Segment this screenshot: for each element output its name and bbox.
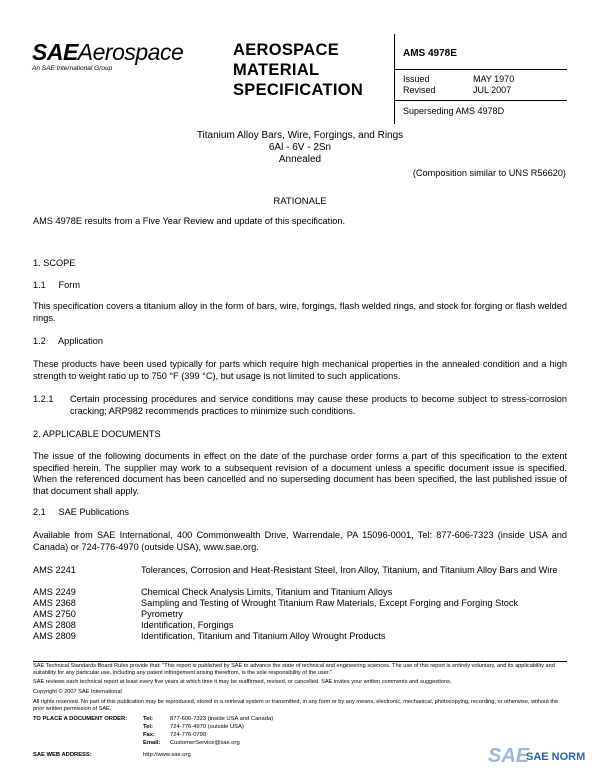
- reference-description: Tolerances, Corrosion and Heat-Resistant Steel, Iron Alloy, Titanium, and Titanium Alloy Bars and Wire: [141, 565, 558, 575]
- footer-policy: SAE Technical Standards Board Rules provide that: "This report is published by SAE to advance the state of technical and engineering sciences. The use of this report is entirely voluntary, and its applicability and suitability for any particular use, including any patent infringement arising therefrom, is the sole responsibility of the user.": [33, 663, 555, 676]
- subject-line-3: Annealed: [278, 154, 322, 165]
- email-label: Email:: [143, 740, 161, 746]
- fax-label: Fax:: [143, 732, 155, 738]
- fax-value: 724-776-0790: [170, 732, 207, 738]
- title-line-1: AEROSPACE: [233, 41, 339, 59]
- subject-line-2: 6Al - 6V - 2Sn: [268, 142, 332, 153]
- superseding-note: Superseding AMS 4978D: [403, 106, 505, 116]
- form-text: This specification covers a titanium alloy in the form of bars, wire, forgings, flash welded rings, and stock for forging or flash welded rings.: [33, 301, 567, 323]
- reference-description: Chemical Check Analysis Limits, Titanium and Titanium Alloys: [141, 587, 393, 597]
- item-121-number: 1.2.1: [33, 394, 54, 404]
- tel1-label: Tel:: [143, 716, 153, 722]
- scope-heading: 1. SCOPE: [33, 258, 76, 268]
- application-text: These products have been used typically for parts which require high mechanical properties in the annealed condition and a high strength to weight ratio up to 750 °F (399 °C), but usage is not limited to such applications.: [33, 359, 567, 381]
- rationale-text: AMS 4978E results from a Five Year Review and update of this specification.: [33, 216, 346, 226]
- reference-description: Pyrometry: [141, 609, 183, 619]
- email-value[interactable]: CustomerService@sae.org: [170, 740, 240, 746]
- web-label: SAE WEB ADDRESS:: [33, 752, 92, 758]
- tel2-value: 724-776-4970 (outside USA): [170, 724, 244, 730]
- reference-description: Identification, Titanium and Titanium Alloy Wrought Products: [141, 631, 386, 641]
- rationale-heading: RATIONALE: [273, 196, 327, 207]
- web-value[interactable]: http://www.sae.org: [143, 752, 191, 758]
- title-line-3: SPECIFICATION: [233, 81, 364, 99]
- sae-norm-logo: [488, 742, 588, 775]
- tel1-value: 877-606-7323 (inside USA and Canada): [170, 716, 274, 722]
- item-121-text: Certain processing procedures and service conditions may cause these products to become subject to stress-corrosion cracking; ARP982 recommends practices to minimize such conditions.: [70, 394, 567, 416]
- applicable-text: The issue of the following documents in effect on the date of the purchase order forms a part of this specification to the extent specified herein. The supplier may work to a subsequent revision of a document unless a specific document issue is specified. When the referenced document has been cancelled and no superseding document has been specified, the last published issue of that document shall apply.: [33, 451, 567, 496]
- logo-tagline: An SAE International Group: [32, 65, 113, 72]
- sae-aerospace-logo: [32, 39, 183, 72]
- revised-date: JUL 2007: [473, 85, 512, 95]
- form-heading: 1.1 Form: [33, 280, 80, 290]
- footer-copyright: Copyright © 2007 SAE International: [33, 689, 122, 695]
- logo-norm-text: SAE NORM: [526, 751, 586, 763]
- spec-info-box: [394, 34, 567, 124]
- composition-note: (Composition similar to UNS R56620): [412, 168, 566, 178]
- title-line-2: MATERIAL: [233, 61, 320, 79]
- reference-code: AMS 2809: [33, 631, 76, 641]
- footer-divider: [33, 661, 567, 662]
- subject-line-1: Titanium Alloy Bars, Wire, Forgings, and Rings: [196, 130, 404, 141]
- order-label: TO PLACE A DOCUMENT ORDER:: [33, 716, 128, 722]
- sae-norm-logo-mark: [488, 742, 588, 770]
- footer-review: SAE reviews each technical report at least every five years at which time it may be reaffirmed, revised, or cancelled. SAE invites your written comments and suggestions.: [33, 679, 452, 685]
- footer-rights: All rights reserved. No part of this publication may be reproduced, stored in a retrieval system or transmitted, in any form or by any means, electronic, mechanical, photocopying, recording, or otherwise, without the prior written permission of SAE.: [33, 699, 559, 712]
- reference-code: AMS 2368: [33, 598, 76, 608]
- reference-code: AMS 2241: [33, 565, 76, 575]
- logo-mark-text: SAE: [488, 745, 530, 767]
- divider: [395, 69, 567, 70]
- reference-description: Identification, Forgings: [141, 620, 234, 630]
- divider: [395, 100, 567, 101]
- sae-publications-text: Available from SAE International, 400 Commonwealth Drive, Warrendale, PA 15096-0001, Tel: 877-606-7323 (inside USA and Canada) or 724-776-4970 (outside USA), www.sae.org.: [33, 530, 567, 552]
- revised-label: Revised: [403, 85, 436, 95]
- tel2-label: Tel:: [143, 724, 153, 730]
- issued-date: MAY 1970: [473, 74, 515, 84]
- reference-code: AMS 2249: [33, 587, 76, 597]
- logo-bold: SAE: [32, 39, 78, 65]
- reference-description: Sampling and Testing of Wrought Titanium Raw Materials, Except Forging and Forging Stock: [141, 598, 519, 608]
- document-type-title: [233, 40, 363, 100]
- reference-code: AMS 2808: [33, 620, 76, 630]
- sae-publications-heading: 2.1 SAE Publications: [33, 507, 130, 517]
- spec-number: AMS 4978E: [403, 48, 457, 59]
- reference-code: AMS 2750: [33, 609, 76, 619]
- application-heading: 1.2 Application: [33, 336, 103, 346]
- applicable-heading: 2. APPLICABLE DOCUMENTS: [33, 429, 161, 439]
- issued-label: Issued: [403, 74, 430, 84]
- logo-light: Aerospace: [77, 39, 184, 65]
